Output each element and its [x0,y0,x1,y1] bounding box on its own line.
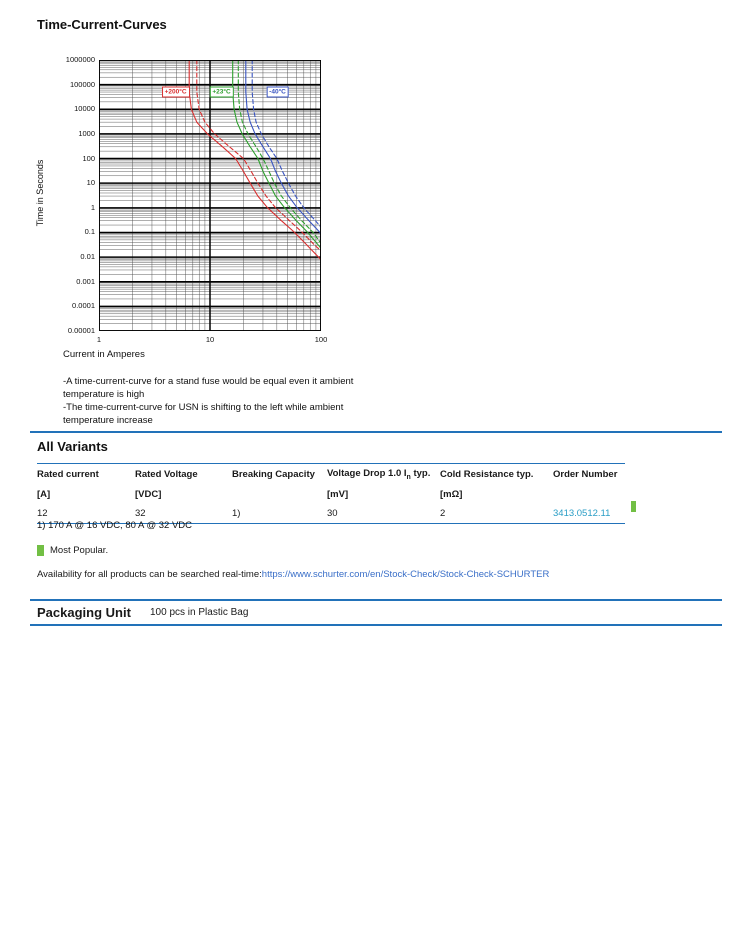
x-tick-label: 1 [96,335,102,344]
y-tick-label: 1 [90,202,95,212]
x-tick-label: 100 [314,335,328,344]
chart-x-axis-title: Current in Amperes [63,349,145,360]
section-divider [30,431,722,433]
column-header: Rated current [37,468,99,480]
table-cell-order [553,504,625,523]
y-tick-label: 0.0001 [72,301,95,311]
column-header: Rated Voltage [135,468,198,480]
column-header: Breaking Capacity [232,468,315,480]
curve-temperature-label: -40°C [266,86,289,97]
time-current-plot [99,60,321,331]
table-footnote: 1) 170 A @ 16 VDC, 80 A @ 32 VDC [37,520,193,531]
variants-table [37,463,625,524]
unit-label: [mV] [327,488,349,500]
table-header-row [37,464,625,485]
all-variants-heading: All Variants [37,439,108,454]
table-units-row [37,485,625,504]
most-popular-marker [631,501,636,512]
table-cell: 30 [327,507,338,519]
column-header: Cold Resistance typ. [440,468,534,480]
y-tick-label: 10000 [74,104,95,114]
note-line: -A time-current-curve for a stand fuse would be equal even it ambient temperature is high [63,376,354,400]
availability-text: Availability for all products can be searched real-time: [37,569,262,580]
unit-label: [A] [37,488,51,500]
y-tick-label: 10 [86,178,95,188]
y-tick-label: 0.1 [84,227,95,237]
chart-notes [63,375,361,427]
column-header: Voltage Drop 1.0 $I_n$ typ. [327,468,431,481]
y-tick-label: 100000 [69,79,95,89]
table-cell: 12 [37,507,48,519]
section-divider [30,624,722,626]
note-line: -The time-current-curve for USN is shifting to the left while ambient temperature increase [63,402,344,426]
availability-line [37,569,549,580]
packaging-unit-heading: Packaging Unit [37,605,131,620]
stock-check-link[interactable]: https://www.schurter.com/en/Stock-Check/Stock-Check-SCHURTER [261,569,550,580]
most-popular-legend-label: Most Popular. [50,545,109,556]
page-title: Time-Current-Curves [37,17,167,32]
y-tick-label: 0.00001 [67,326,95,335]
y-tick-label: 1000 [78,128,95,138]
unit-label [232,485,327,504]
most-popular-legend-icon [37,545,44,556]
y-tick-label: 100 [82,153,95,163]
most-popular-legend [37,545,108,556]
chart-y-axis-title: Time in Seconds [35,159,45,227]
section-divider [30,599,722,601]
packaging-unit-value: 100 pcs in Plastic Bag [150,607,249,618]
column-header: Order Number [553,468,618,480]
unit-label: [mΩ] [440,488,463,500]
order-number-link[interactable]: 3413.0512.11 [553,507,611,519]
x-tick-label: 10 [205,335,215,344]
table-cell: 32 [135,507,146,519]
table-cell: 1) [232,507,241,519]
unit-label [553,485,625,504]
curve-temperature-label: +200°C [162,86,190,97]
curve-temperature-label: +23°C [209,86,233,97]
unit-label: [VDC] [135,488,162,500]
y-tick-label: 0.001 [76,276,95,286]
y-tick-label: 1000000 [65,55,95,64]
y-tick-label: 0.01 [80,252,95,262]
table-cell: 2 [440,507,446,519]
